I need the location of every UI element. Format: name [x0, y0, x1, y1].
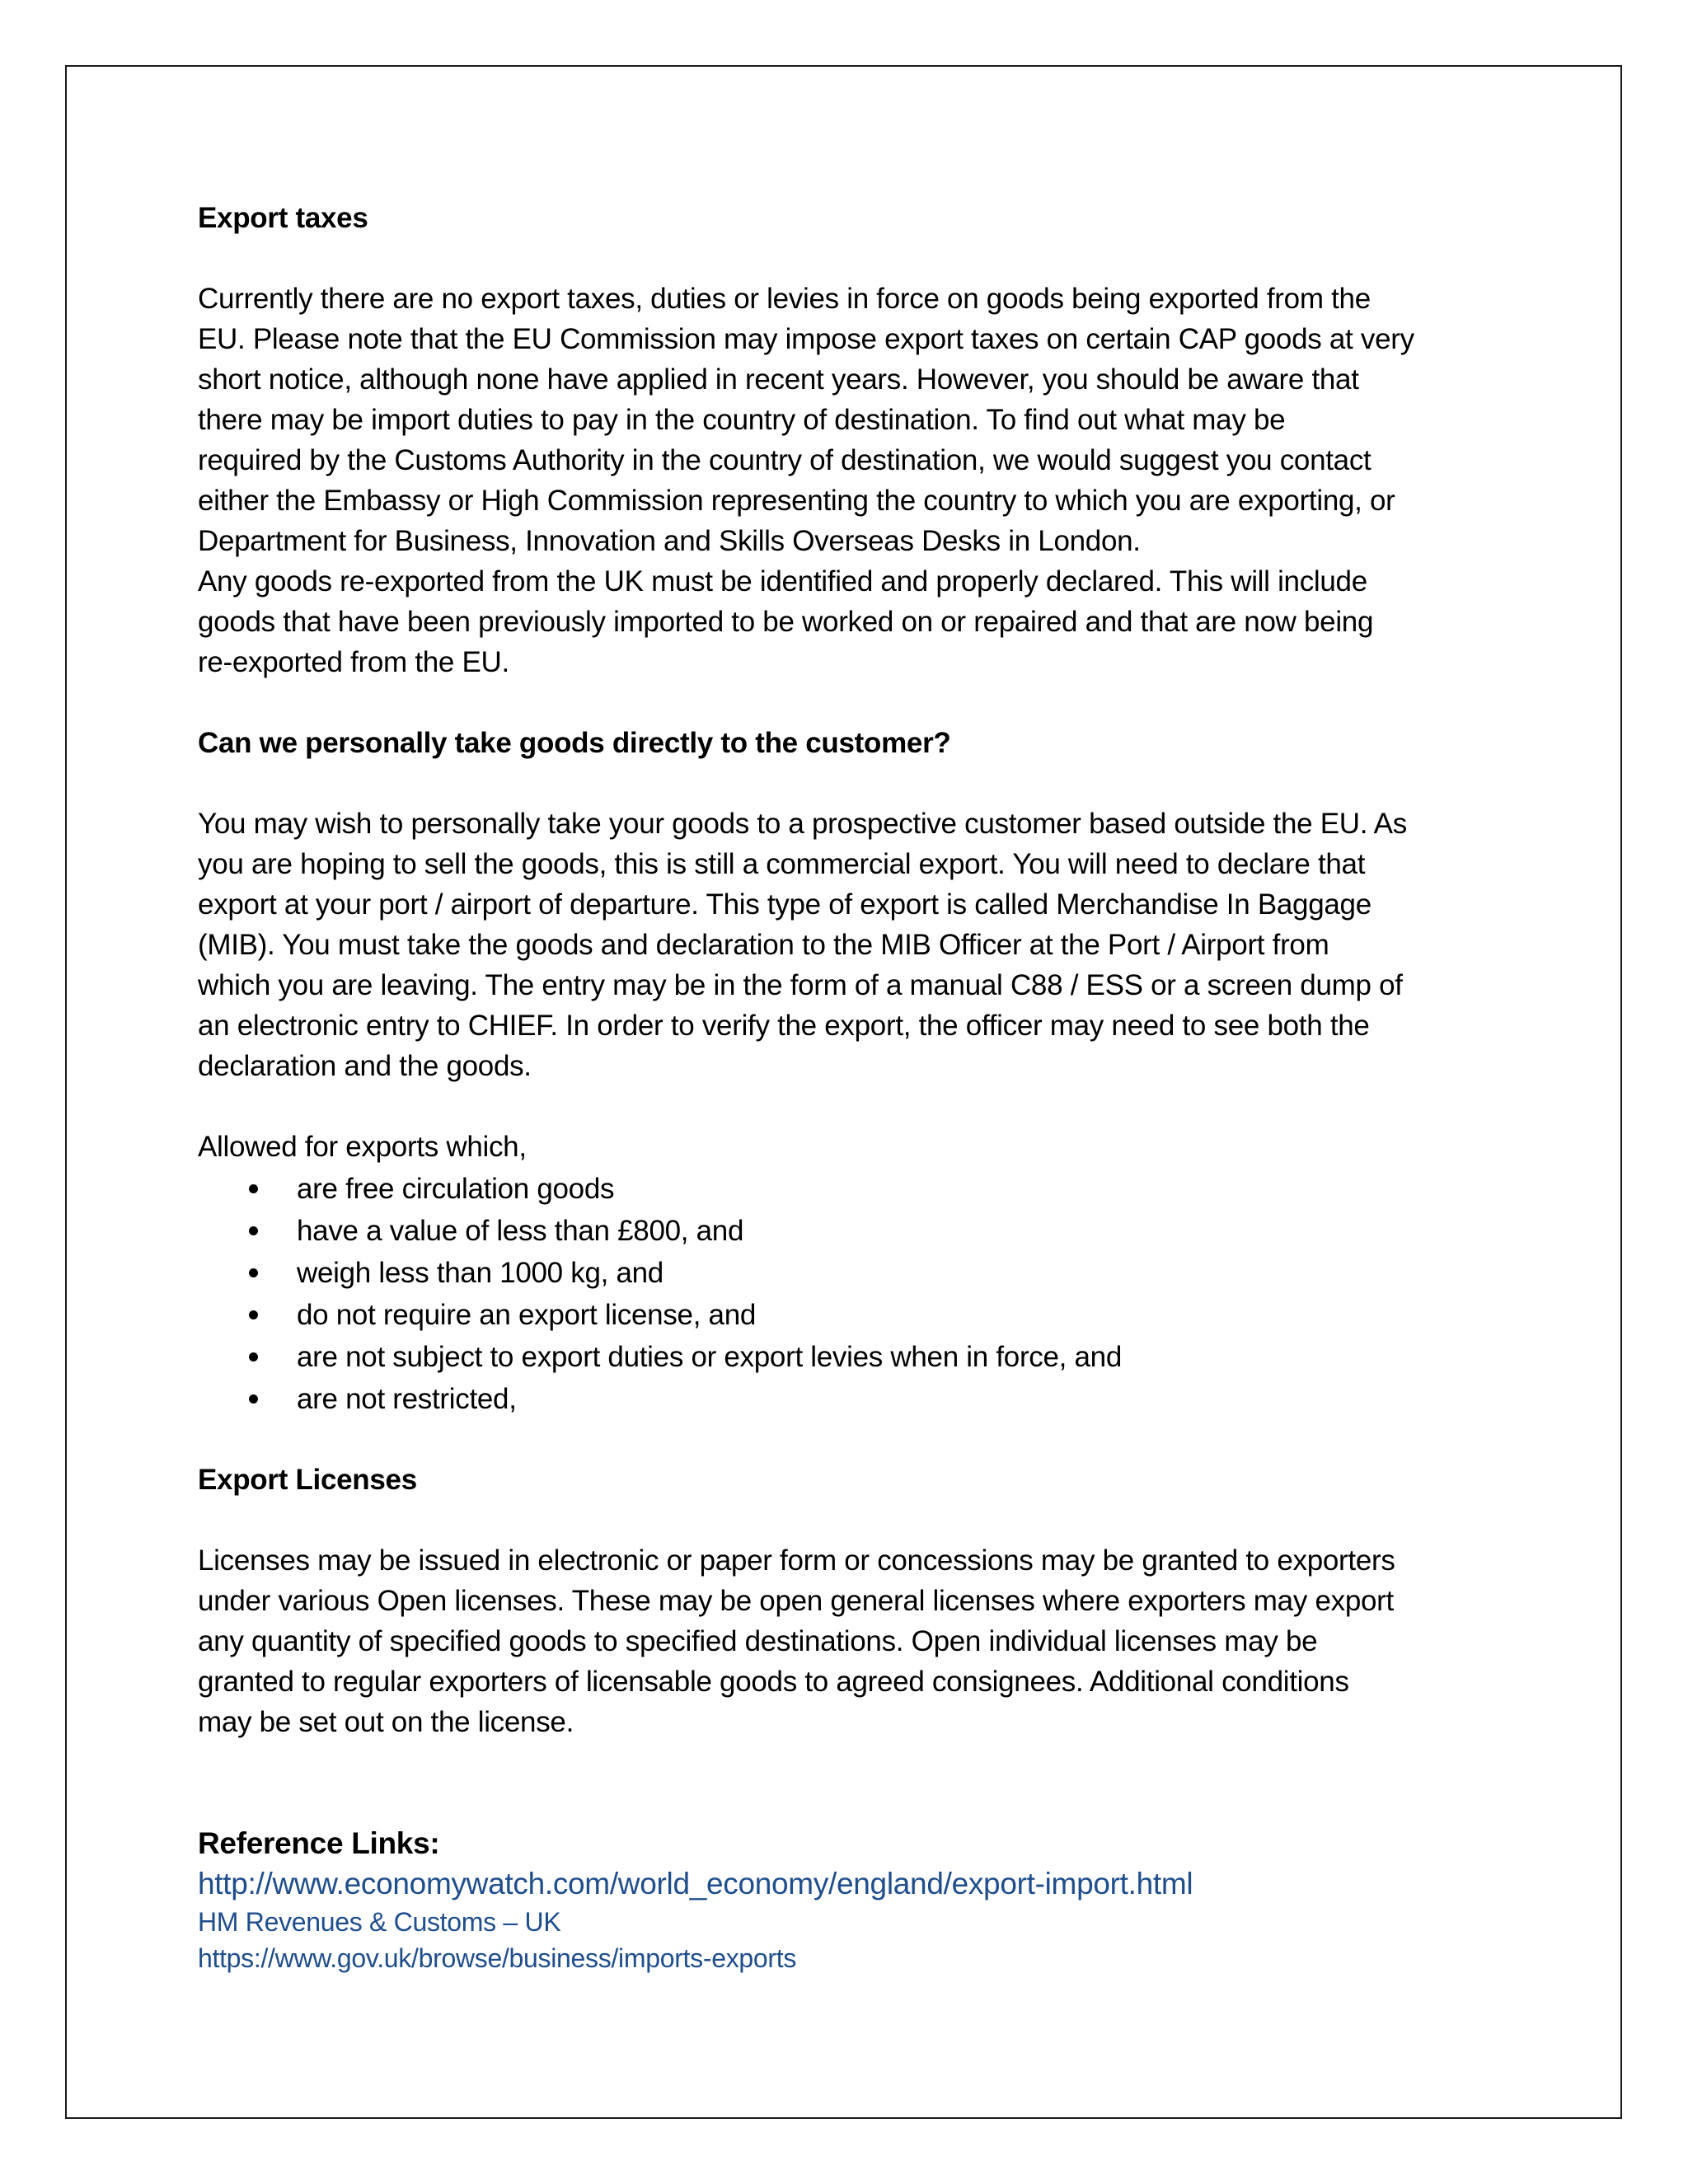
economywatch-link[interactable]: http://www.economywatch.com/world_economy/england/export-import.html — [198, 1867, 1193, 1900]
text-line: Currently there are no export taxes, duties or levies in force on goods being exported from the — [198, 283, 1371, 315]
bullet-icon — [249, 1394, 258, 1404]
bullet-icon — [249, 1226, 258, 1235]
personal-goods-heading: Can we personally take goods directly to the customer? — [198, 727, 951, 759]
list-item — [249, 1379, 1517, 1419]
list-item-text: do not require an export license, and — [297, 1299, 757, 1331]
list-item-text: are not restricted, — [297, 1383, 517, 1415]
spacer — [198, 1419, 1517, 1460]
spacer — [198, 763, 1517, 804]
list-item-text: have a value of less than £800, and — [297, 1215, 744, 1247]
text-line: granted to regular exporters of licensable goods to agreed consignees. Additional conditions — [198, 1666, 1349, 1698]
text-line: You may wish to personally take your goods to a prospective customer based outside the EU. As — [198, 808, 1407, 840]
text-line: either the Embassy or High Commission representing the country to which you are exporting, or — [198, 485, 1395, 517]
list-item — [249, 1169, 1517, 1209]
list-item-text: weigh less than 1000 kg, and — [297, 1257, 663, 1289]
text-line: any quantity of specified goods to specified destinations. Open individual licenses may be — [198, 1625, 1318, 1657]
bullet-icon — [249, 1268, 258, 1277]
spacer — [198, 238, 1517, 279]
spacer — [198, 1742, 1517, 1783]
spacer — [198, 1086, 1517, 1127]
list-item — [249, 1253, 1517, 1293]
text-line: may be set out on the license. — [198, 1706, 574, 1738]
text-line: goods that have been previously imported to be worked on or repaired and that are now being — [198, 606, 1374, 638]
list-item — [249, 1337, 1517, 1377]
bullet-icon — [249, 1352, 258, 1361]
export-licenses-heading: Export Licenses — [198, 1464, 417, 1496]
hmrc-link[interactable]: HM Revenues & Customs – UK — [198, 1907, 561, 1937]
text-line: there may be import duties to pay in the country of destination. To find out what may be — [198, 404, 1286, 436]
conditions-list — [198, 1169, 1517, 1419]
list-item — [249, 1295, 1517, 1335]
text-line: EU. Please note that the EU Commission may impose export taxes on certain CAP goods at very — [198, 323, 1414, 355]
list-item-text: are free circulation goods — [297, 1173, 615, 1205]
spacer — [198, 1783, 1517, 1823]
spacer — [198, 682, 1517, 723]
allowed-intro: Allowed for exports which, — [198, 1131, 527, 1163]
text-line: Any goods re-exported from the UK must be identified and properly declared. This will include — [198, 565, 1367, 598]
list-item-text: are not subject to export duties or export levies when in force, and — [297, 1341, 1123, 1373]
text-line: re-exported from the EU. — [198, 646, 509, 678]
text-line: Licenses may be issued in electronic or paper form or concessions may be granted to exporters — [198, 1544, 1395, 1577]
text-line: required by the Customs Authority in the country of destination, we would suggest you contact — [198, 444, 1372, 476]
text-line: under various Open licenses. These may be open general licenses where exporters may export — [198, 1585, 1394, 1617]
reference-links-heading: Reference Links: — [198, 1826, 440, 1860]
text-line: which you are leaving. The entry may be in the form of a manual C88 / ESS or a screen dump of — [198, 969, 1403, 1001]
export-licenses-paragraph — [198, 1540, 1517, 1742]
export-taxes-paragraph-2 — [198, 561, 1517, 682]
text-line: Department for Business, Innovation and Skills Overseas Desks in London. — [198, 525, 1141, 557]
text-line: short notice, although none have applied in recent years. However, you should be aware that — [198, 363, 1359, 396]
document-body — [198, 198, 1517, 1976]
bullet-icon — [249, 1310, 258, 1319]
export-taxes-heading: Export taxes — [198, 202, 368, 234]
personal-goods-paragraph — [198, 804, 1517, 1086]
gov-uk-link[interactable]: https://www.gov.uk/browse/business/imports-exports — [198, 1943, 797, 1973]
text-line: an electronic entry to CHIEF. In order to verify the export, the officer may need to see both the — [198, 1010, 1370, 1042]
list-item — [249, 1211, 1517, 1251]
reference-links-section — [198, 1823, 1517, 1976]
text-line: you are hoping to sell the goods, this is still a commercial export. You will need to declare that — [198, 848, 1366, 880]
text-line: export at your port / airport of departure. This type of export is called Merchandise In Baggage — [198, 888, 1372, 921]
bullet-icon — [249, 1184, 258, 1193]
text-line: declaration and the goods. — [198, 1050, 532, 1082]
spacer — [198, 1500, 1517, 1540]
text-line: (MIB). You must take the goods and declaration to the MIB Officer at the Port / Airport from — [198, 929, 1329, 961]
export-taxes-paragraph-1 — [198, 279, 1517, 561]
